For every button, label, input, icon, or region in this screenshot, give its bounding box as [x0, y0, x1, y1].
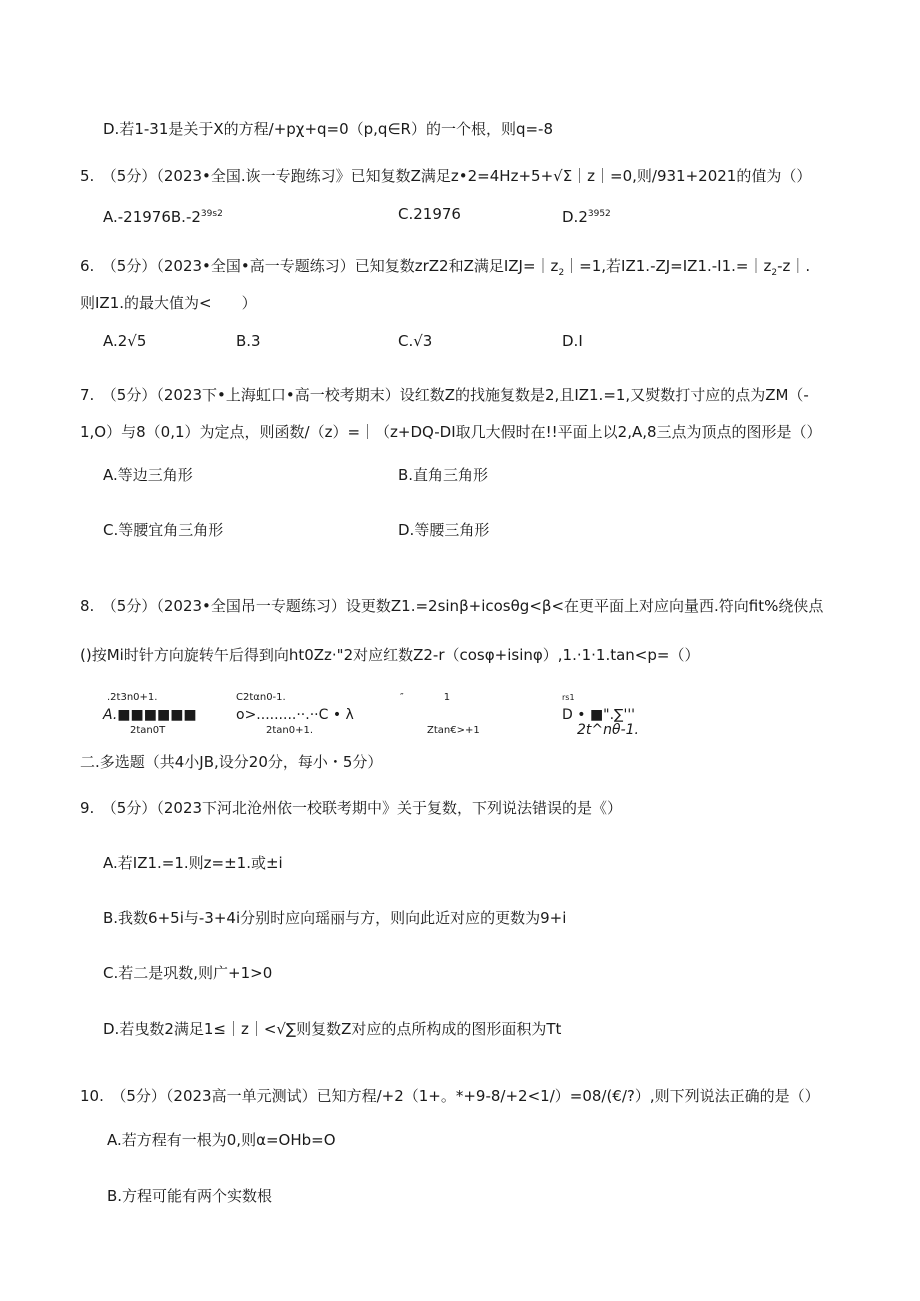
q5-option-d-exp: 3952 — [587, 209, 611, 219]
q5-option-a-text: A.-21976B.-2 — [103, 208, 201, 226]
q6-stem-part-c: -z｜. — [777, 257, 811, 275]
q6-stem-line2: 则IZ1.的最大值为< ） — [80, 294, 257, 312]
q6-stem-sub-2: 2 — [771, 268, 778, 278]
q6-stem-sub-1: 2 — [558, 268, 565, 278]
q8-option-c-numerator: ″ 1 — [400, 692, 451, 703]
q7-stem: 7. （5分）（2023下•上海虹口•高一校考期末）设红数Z的找施复数是2,且IZ1.=1,又熨数打寸应的点为ZM（- — [80, 386, 809, 404]
q10-option-b: B.方程可能有两个实数根 — [107, 1187, 273, 1205]
q8-option-a-numerator: .2t3n0+1. — [107, 692, 158, 703]
q7-stem-line2: 1,O）与8（0,1）为定点，则函数/（z）=｜（z+DQ-DI取几大假时在!!平面上以2,A,8三点为顶点的图形是（） — [80, 423, 822, 441]
q6-option-c: C.√3 — [398, 332, 433, 350]
q9-stem: 9. （5分）（2023下河北沧州依一校联考期中》关于复数，下列说法错误的是《） — [80, 799, 623, 817]
q8-option-b-numerator: C2tαn0-1. — [236, 692, 286, 703]
q8-stem-line2: ()按Mi时针方向旋转午后得到向ht0Zz·"2对应红数Z2-r（cosφ+isinφ）,1.·1·1.tan<p=（） — [80, 646, 700, 664]
q6-stem-part-a: 6. （5分）（2023•全国•高一专题练习）已知复数zrZ2和Z满足IZJ=｜z — [80, 257, 559, 275]
q9-option-d: D.若曳数2满足1≤｜z｜<√∑则复数Z对应的点所构成的图形面积为Tt — [103, 1020, 562, 1038]
q6-option-d: D.I — [562, 332, 583, 350]
q9-option-a: A.若IZ1.=1.则z=±1.或±i — [103, 854, 283, 872]
q9-option-c: C.若二是巩数,则广+1>0 — [103, 964, 273, 982]
q6-stem-part-b: ｜=1,若IZ1.-ZJ=IZ1.-I1.=｜z — [564, 257, 772, 275]
q8-option-a-denominator: 2tan0T — [130, 725, 166, 736]
q10-option-a: A.若方程有一根为0,则α=OHb=O — [107, 1131, 336, 1149]
q5-option-a — [103, 204, 223, 227]
q6-option-a: A.2√5 — [103, 332, 147, 350]
q5-option-d-text: D.2 — [562, 208, 588, 226]
q8-option-a: A.■■■■■■ — [103, 707, 197, 723]
q10-stem: 10. （5分）（2023高一单元测试）已知方程/+2（1+。*+9-8/+2<1/）=08/(€/?）,则下列说法正确的是（） — [80, 1087, 820, 1105]
q8-stem: 8. （5分）（2023•全国吊一专题练习）设更数Z1.=2sinβ+icosθg<β<在更平面上对应向量西.符向fit%绕侠点 — [80, 597, 824, 615]
q8-option-d: D • ■".∑''' — [562, 707, 636, 723]
q8-option-b-denominator: 2tan0+1. — [266, 725, 314, 736]
q6-option-b: B.3 — [236, 332, 261, 350]
q5-option-c: C.21976 — [398, 205, 461, 223]
q8-option-d-numerator: rs1 — [562, 693, 575, 702]
q4-option-d: D.若1-31是关于X的方程/+pχ+q=0（p,q∈R）的一个根，则q=-8 — [103, 120, 553, 138]
q7-option-d: D.等腰三角形 — [398, 521, 490, 539]
q8-option-b: o>.........··.··C • λ — [236, 707, 354, 723]
q5-stem: 5. （5分）（2023•全国.诙一专跑练习》已知复数Z满足z•2=4Hz+5+√Σ｜z｜=0,则/931+2021的值为（） — [80, 167, 812, 185]
q8-option-d-denominator: 2t^nθ-1. — [577, 722, 639, 738]
q7-option-b: B.直角三角形 — [398, 466, 489, 484]
q5-option-d — [562, 204, 611, 227]
q7-option-c: C.等腰宜角三角形 — [103, 521, 224, 539]
q7-option-a: A.等边三角形 — [103, 466, 193, 484]
q8-option-c-denominator: Ztan€>+1 — [427, 725, 480, 736]
section-2-heading: 二.多选题（共4小JB,设分20分，每小・5分） — [80, 753, 383, 771]
q5-option-a-exp: 39s2 — [200, 209, 223, 219]
q6-stem — [80, 256, 810, 283]
q9-option-b: B.我数6+5i与-3+4i分别时应向瑶丽与方，则向此近对应的更数为9+i — [103, 909, 567, 927]
